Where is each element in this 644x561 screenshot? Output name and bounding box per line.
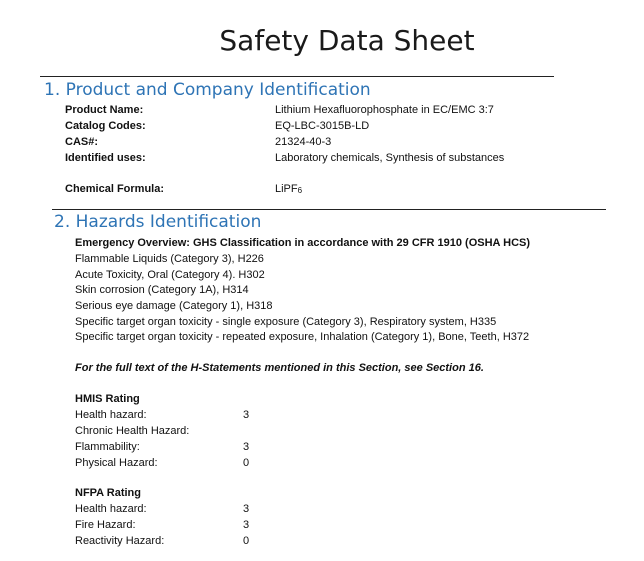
field-value: Laboratory chemicals, Synthesis of substances [275, 152, 505, 164]
rating-label: Fire Hazard: [75, 519, 136, 531]
field-label: CAS#: [65, 136, 99, 148]
rating-label: Chronic Health Hazard: [75, 425, 190, 437]
section1-divider [40, 76, 554, 77]
field-label: Product Name: [65, 104, 144, 116]
rating-label: Flammability: [75, 441, 140, 453]
field-label: Identified uses: [65, 152, 146, 164]
rating-value: 0 [243, 535, 250, 547]
section2-heading: 2. Hazards Identification [54, 212, 262, 232]
classification-item: Specific target organ toxicity - single exposure (Category 3), Respiratory system, H335 [75, 316, 497, 328]
classification-item: Specific target organ toxicity - repeated exposure, Inhalation (Category 1), Bone, Teeth, H372 [75, 331, 530, 343]
section1-heading: 1. Product and Company Identification [44, 80, 371, 100]
classification-item: Serious eye damage (Category 1), H318 [75, 300, 273, 312]
h-statements-note: For the full text of the H-Statements mentioned in this Section, see Section 16. [75, 362, 484, 374]
rating-value: 3 [243, 519, 250, 531]
field-value: Lithium Hexafluorophosphate in EC/EMC 3:7 [275, 104, 494, 116]
rating-value: 3 [243, 503, 250, 515]
rating-value: 3 [243, 409, 250, 421]
rating-label: Physical Hazard: [75, 457, 158, 469]
rating-label: Reactivity Hazard: [75, 535, 165, 547]
classification-item: Skin corrosion (Category 1A), H314 [75, 284, 249, 296]
field-value: EQ-LBC-3015B-LD [275, 120, 370, 132]
hmis-rating-title: HMIS Rating [75, 393, 140, 405]
field-label: Catalog Codes: [65, 120, 146, 132]
classification-item: Flammable Liquids (Category 3), H226 [75, 253, 264, 265]
field-value: 21324-40-3 [275, 136, 332, 148]
formula-main: LiPF [275, 183, 298, 195]
field-label: Chemical Formula: [65, 183, 165, 195]
rating-value: 3 [243, 441, 250, 453]
rating-label: Health hazard: [75, 503, 147, 515]
classification-item: Acute Toxicity, Oral (Category 4). H302 [75, 269, 265, 281]
rating-label: Health hazard: [75, 409, 147, 421]
rating-value: 0 [243, 457, 250, 469]
document-title: Safety Data Sheet [219, 24, 475, 57]
section2-divider [52, 209, 606, 210]
field-value [275, 183, 302, 195]
nfpa-rating-title: NFPA Rating [75, 487, 141, 499]
emergency-overview: Emergency Overview: GHS Classification in accordance with 29 CFR 1910 (OSHA HCS) [75, 237, 531, 249]
formula-subscript: 6 [297, 186, 303, 195]
